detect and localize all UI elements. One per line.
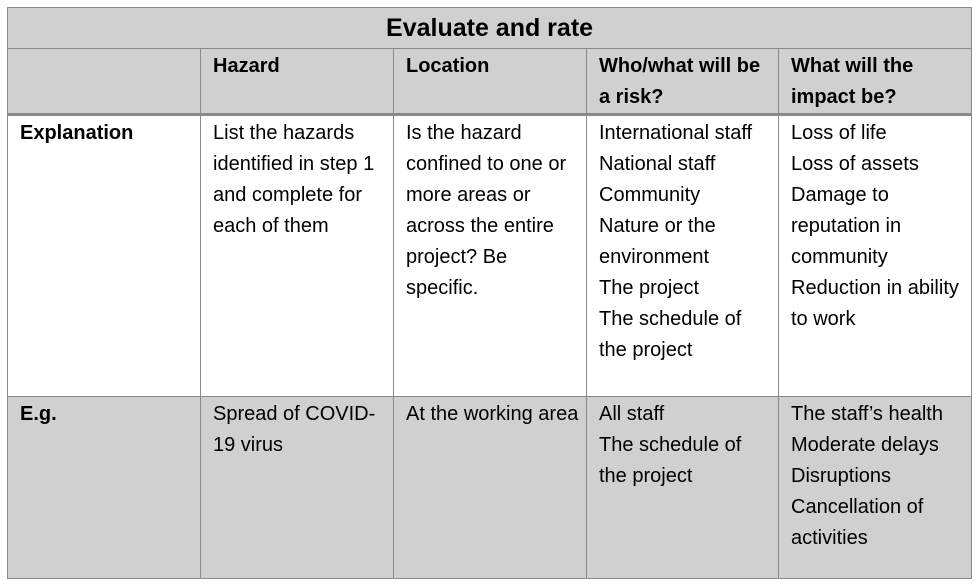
list-item: All staff xyxy=(599,403,665,425)
list-item: National staff xyxy=(599,153,716,175)
header-hazard: Hazard xyxy=(201,49,394,115)
table-row-explanation xyxy=(8,115,972,397)
header-row xyxy=(8,49,972,115)
row-label-explanation: Explanation xyxy=(8,115,201,397)
cell-explanation-impact xyxy=(779,115,972,397)
list-item: The schedule of the project xyxy=(599,308,742,361)
list-item: The staff’s health xyxy=(791,403,943,425)
list-item: Damage to reputation in community xyxy=(791,184,902,268)
list-item: The project xyxy=(599,277,700,299)
list-item: Community xyxy=(599,184,701,206)
list-item: Moderate delays xyxy=(791,434,939,456)
list-item: The schedule of the project xyxy=(599,434,742,487)
list-item: Loss of assets xyxy=(791,153,919,175)
list-item: Reduction in ability to work xyxy=(791,277,959,330)
row-label-example: E.g. xyxy=(8,397,201,579)
list-item: Cancellation of activities xyxy=(791,496,924,549)
risk-evaluation-table xyxy=(7,7,972,579)
header-who: Who/what will be a risk? xyxy=(587,49,779,115)
list-item: Loss of life xyxy=(791,122,887,144)
title-row xyxy=(8,8,972,49)
cell-explanation-location: Is the hazard confined to one or more areas or across the entire project? Be specific. xyxy=(394,115,587,397)
list-item: Nature or the environment xyxy=(599,215,716,268)
cell-example-location: At the working area xyxy=(394,397,587,579)
table-title: Evaluate and rate xyxy=(8,8,972,49)
cell-example-hazard: Spread of COVID-19 virus xyxy=(201,397,394,579)
header-impact: What will the impact be? xyxy=(779,49,972,115)
cell-example-who xyxy=(587,397,779,579)
table-row-example xyxy=(8,397,972,579)
list-item: Disruptions xyxy=(791,465,892,487)
header-empty xyxy=(8,49,201,115)
cell-explanation-who xyxy=(587,115,779,397)
header-location: Location xyxy=(394,49,587,115)
cell-example-impact xyxy=(779,397,972,579)
cell-explanation-hazard: List the hazards identified in step 1 and complete for each of them xyxy=(201,115,394,397)
list-item: International staff xyxy=(599,122,753,144)
